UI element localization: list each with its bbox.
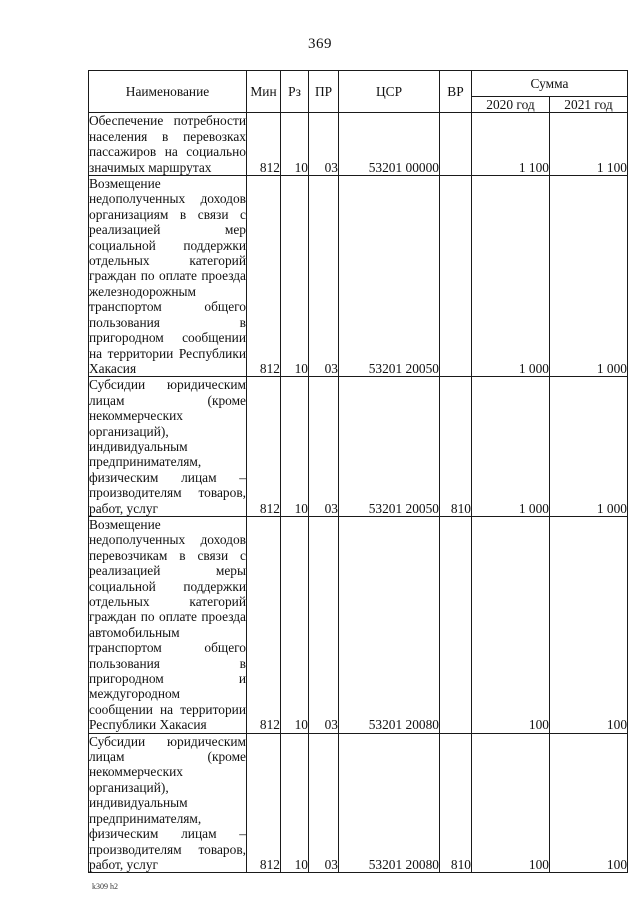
row-vr bbox=[440, 113, 472, 176]
row-rz: 10 bbox=[281, 176, 309, 377]
row-csr: 53201 20080 bbox=[339, 516, 440, 733]
row-pr: 03 bbox=[309, 733, 339, 873]
footer-code: k309 h2 bbox=[92, 882, 118, 891]
row-csr: 53201 20080 bbox=[339, 733, 440, 873]
row-sum-2020: 1 000 bbox=[472, 176, 550, 377]
row-name: Возмещение недополученных доходов перевозчикам в связи с реализацией меры социальной поддержки отдельных категорий граждан по оплате проезда автомобильным транспортом общего пользования в пригородном и междугородном сообщении на территории Республики Хакасия bbox=[89, 516, 246, 733]
table-header bbox=[89, 71, 628, 113]
page-number: 369 bbox=[308, 36, 332, 52]
row-sum-2021: 1 100 bbox=[550, 113, 628, 176]
row-min: 812 bbox=[247, 733, 281, 873]
row-rz: 10 bbox=[281, 733, 309, 873]
row-sum-2020: 1 000 bbox=[472, 377, 550, 517]
row-vr: 810 bbox=[440, 733, 472, 873]
table-body bbox=[89, 113, 628, 873]
row-vr bbox=[440, 176, 472, 377]
header-min: Мин bbox=[247, 71, 281, 113]
row-csr: 53201 20050 bbox=[339, 176, 440, 377]
header-sum: Сумма bbox=[472, 71, 628, 97]
row-min: 812 bbox=[247, 113, 281, 176]
header-pr: ПР bbox=[309, 71, 339, 113]
row-rz: 10 bbox=[281, 516, 309, 733]
row-pr: 03 bbox=[309, 516, 339, 733]
row-sum-2020: 1 100 bbox=[472, 113, 550, 176]
row-sum-2021: 100 bbox=[550, 733, 628, 873]
row-rz: 10 bbox=[281, 113, 309, 176]
row-vr: 810 bbox=[440, 377, 472, 517]
row-min: 812 bbox=[247, 516, 281, 733]
row-name: Возмещение недополученных доходов организациям в связи с реализацией мер социальной поддержки отдельных категорий граждан по оплате проезда железнодорожным транспортом общего пользования в пригородном сообщении на территории Республики Хакасия bbox=[89, 176, 246, 376]
row-sum-2021: 1 000 bbox=[550, 176, 628, 377]
header-csr: ЦСР bbox=[339, 71, 440, 113]
row-name: Обеспечение потребности населения в перевозках пассажиров на социально значимых маршрутах bbox=[89, 113, 246, 175]
row-pr: 03 bbox=[309, 176, 339, 377]
row-min: 812 bbox=[247, 176, 281, 377]
row-pr: 03 bbox=[309, 377, 339, 517]
table-row bbox=[89, 733, 628, 873]
header-rz: Рз bbox=[281, 71, 309, 113]
table-row bbox=[89, 176, 628, 377]
header-year-2021: 2021 год bbox=[550, 97, 628, 113]
row-csr: 53201 00000 bbox=[339, 113, 440, 176]
row-rz: 10 bbox=[281, 377, 309, 517]
row-min: 812 bbox=[247, 377, 281, 517]
row-sum-2020: 100 bbox=[472, 733, 550, 873]
row-sum-2021: 100 bbox=[550, 516, 628, 733]
table-row bbox=[89, 113, 628, 176]
budget-table bbox=[88, 70, 628, 873]
header-name: Наименование bbox=[89, 71, 247, 113]
row-name: Субсидии юридическим лицам (кроме некоммерческих организаций), индивидуальным предпринимателям, физическим лицам – производителям товаров, работ, услуг bbox=[89, 733, 246, 872]
table-row bbox=[89, 516, 628, 733]
row-sum-2021: 1 000 bbox=[550, 377, 628, 517]
header-year-2020: 2020 год bbox=[472, 97, 550, 113]
row-sum-2020: 100 bbox=[472, 516, 550, 733]
table-row bbox=[89, 377, 628, 517]
row-csr: 53201 20050 bbox=[339, 377, 440, 517]
header-vr: ВР bbox=[440, 71, 472, 113]
row-pr: 03 bbox=[309, 113, 339, 176]
row-vr bbox=[440, 516, 472, 733]
row-name: Субсидии юридическим лицам (кроме некоммерческих организаций), индивидуальным предпринимателям, физическим лицам – производителям товаров, работ, услуг bbox=[89, 377, 246, 516]
